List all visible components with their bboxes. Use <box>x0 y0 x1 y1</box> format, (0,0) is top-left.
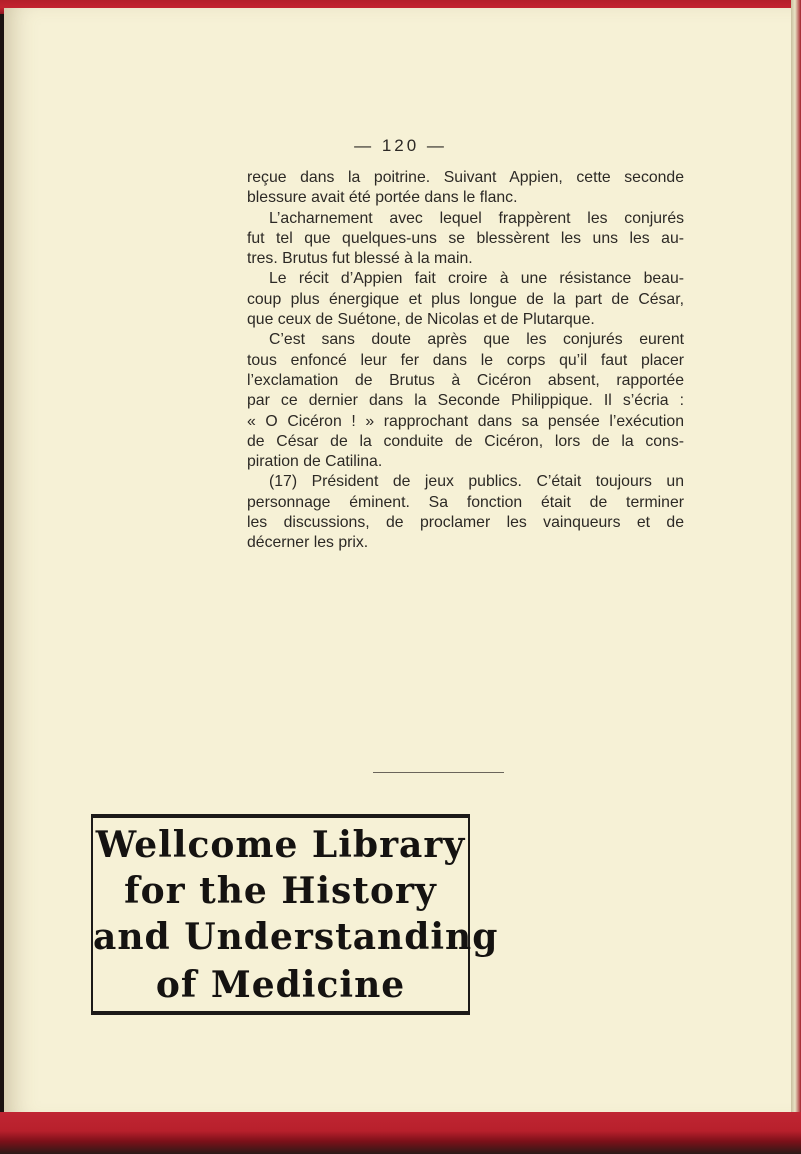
text-line: décerner les prix. <box>247 534 369 552</box>
text-line: l’exclamation de Brutus à Cicéron absent, rapportée <box>247 371 684 389</box>
body-text <box>247 168 684 554</box>
text-line: « O Cicéron ! » rapprochant dans sa pensée l’exécution <box>247 412 684 430</box>
text-line: reçue dans la poitrine. Suivant Appien, cette seconde <box>247 169 684 186</box>
text-line: coup plus énergique et plus longue de la part de César, <box>247 290 684 308</box>
page-number: — 120 — <box>354 136 447 155</box>
text-line: Le récit d’Appien fait croire à une résistance beau- <box>269 270 684 288</box>
stamp-line-1: Wellcome Library <box>95 824 466 866</box>
text-line: C’est sans doute après que les conjurés eurent <box>269 331 684 349</box>
library-stamp <box>91 814 499 1015</box>
text-line: tous enfoncé leur fer dans le corps qu’il faut placer <box>247 351 684 369</box>
text-line: fut tel que quelques-uns se blessèrent les uns les au- <box>247 229 684 247</box>
stamp-line-3: and Understanding <box>93 916 499 958</box>
stamp-line-2: for the History <box>124 870 437 912</box>
text-line: par ce dernier dans la Seconde Philippique. Il s’écria : <box>247 392 684 410</box>
text-line: (17) Président de jeux publics. C’était toujours un <box>269 473 684 491</box>
paragraph <box>247 472 684 553</box>
text-line: blessure avait été portée dans le flanc. <box>247 189 518 207</box>
paragraph <box>247 269 684 330</box>
paragraph <box>247 168 684 209</box>
text-line: piration de Catilina. <box>247 453 383 471</box>
text-line: tres. Brutus fut blessé à la main. <box>247 250 473 268</box>
bottom-binding-edge <box>0 1112 801 1154</box>
separator-rule <box>373 772 504 773</box>
text-line: que ceux de Suétone, de Nicolas et de Plutarque. <box>247 311 595 329</box>
paragraph <box>247 209 684 270</box>
text-line: personnage éminent. Sa fonction était de terminer <box>247 493 684 511</box>
page-right-edge <box>791 0 801 1154</box>
text-line: L’acharnement avec lequel frappèrent les conjurés <box>269 209 684 227</box>
paragraph <box>247 330 684 472</box>
text-line: de César de la conduite de Cicéron, lors de la cons- <box>247 432 684 450</box>
text-line: les discussions, de proclamer les vainqueurs et de <box>247 514 684 532</box>
stamp-line-4: of Medicine <box>155 964 406 1006</box>
